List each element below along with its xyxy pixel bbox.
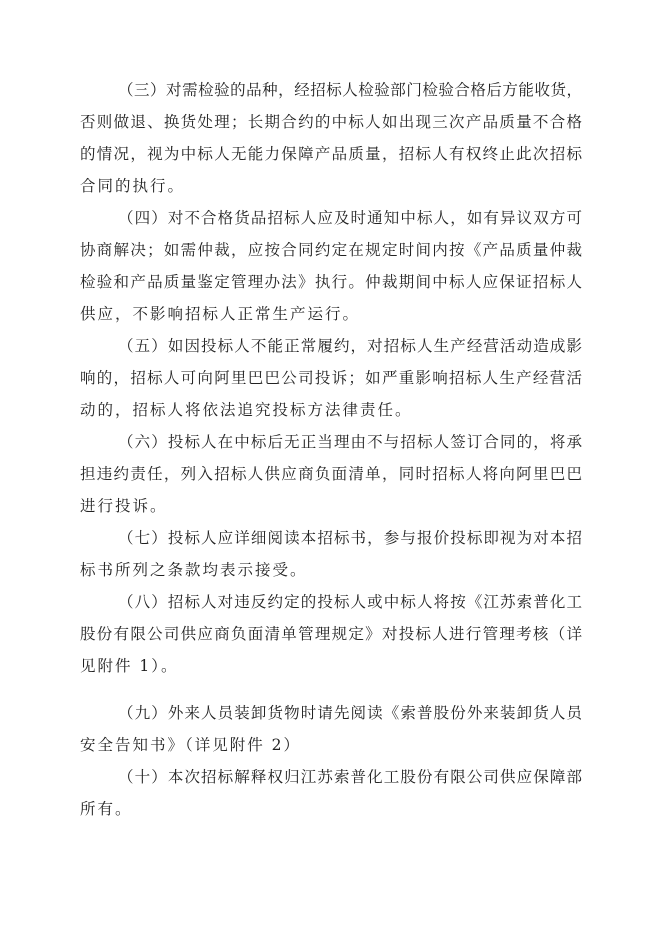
paragraph [80,426,582,522]
text-line: 进行投诉。 [80,497,168,515]
text-line: （六）投标人在中标后无正当理由不与招标人签订合同的，将承 [118,433,582,451]
text-line: （九）外来人员装卸货物时请先阅读《索普股份外来装卸货人员 [118,704,582,722]
paragraph [80,697,582,761]
text-line: （十）本次招标解释权归江苏索普化工股份有限公司供应保障部 [118,768,582,786]
paragraph [80,522,582,586]
text-line: 否则做退、换货处理；长期合约的中标人如出现三次产品质量不合格 [80,113,582,131]
text-line: （五）如因投标人不能正常履约，对招标人生产经营活动造成影 [118,337,582,355]
text-line: 标书所列之条款均表示接受。 [80,561,308,579]
paragraph [80,202,582,330]
text-line: 合同的执行。 [80,177,186,195]
paragraph [80,586,582,682]
text-line: 见附件 1）。 [80,657,179,675]
text-line: 协商解决；如需仲裁，应按合同约定在规定时间内按《产品质量仲裁 [80,241,582,259]
document-body [80,74,582,825]
text-line: 股份有限公司供应商负面清单管理规定》对投标人进行管理考核（详 [80,625,582,643]
text-line: （七）投标人应详细阅读本招标书，参与报价投标即视为对本招 [118,529,582,547]
paragraph [80,74,582,202]
text-line: 供应，不影响招标人正常生产运行。 [80,305,361,323]
paragraph [80,330,582,426]
text-line: 担违约责任，列入招标人供应商负面清单，同时招标人将向阿里巴巴 [80,465,582,483]
text-line: （三）对需检验的品种，经招标人检验部门检验合格后方能收货， [118,81,582,99]
text-line: 安全告知书》（详见附件 2） [80,736,302,754]
text-line: （四）对不合格货品招标人应及时通知中标人，如有异议双方可 [118,209,582,227]
text-line: （八）招标人对违反约定的投标人或中标人将按《江苏索普化工 [118,593,582,611]
text-line: 的情况，视为中标人无能力保障产品质量，招标人有权终止此次招标 [80,145,582,163]
text-line: 所有。 [80,800,133,818]
text-line: 检验和产品质量鉴定管理办法》执行。仲裁期间中标人应保证招标人 [80,273,582,291]
paragraph [80,761,582,825]
text-line: 响的，招标人可向阿里巴巴公司投诉；如严重影响招标人生产经营活 [80,369,582,387]
text-line: 动的，招标人将依法追究投标方法律责任。 [80,401,413,419]
